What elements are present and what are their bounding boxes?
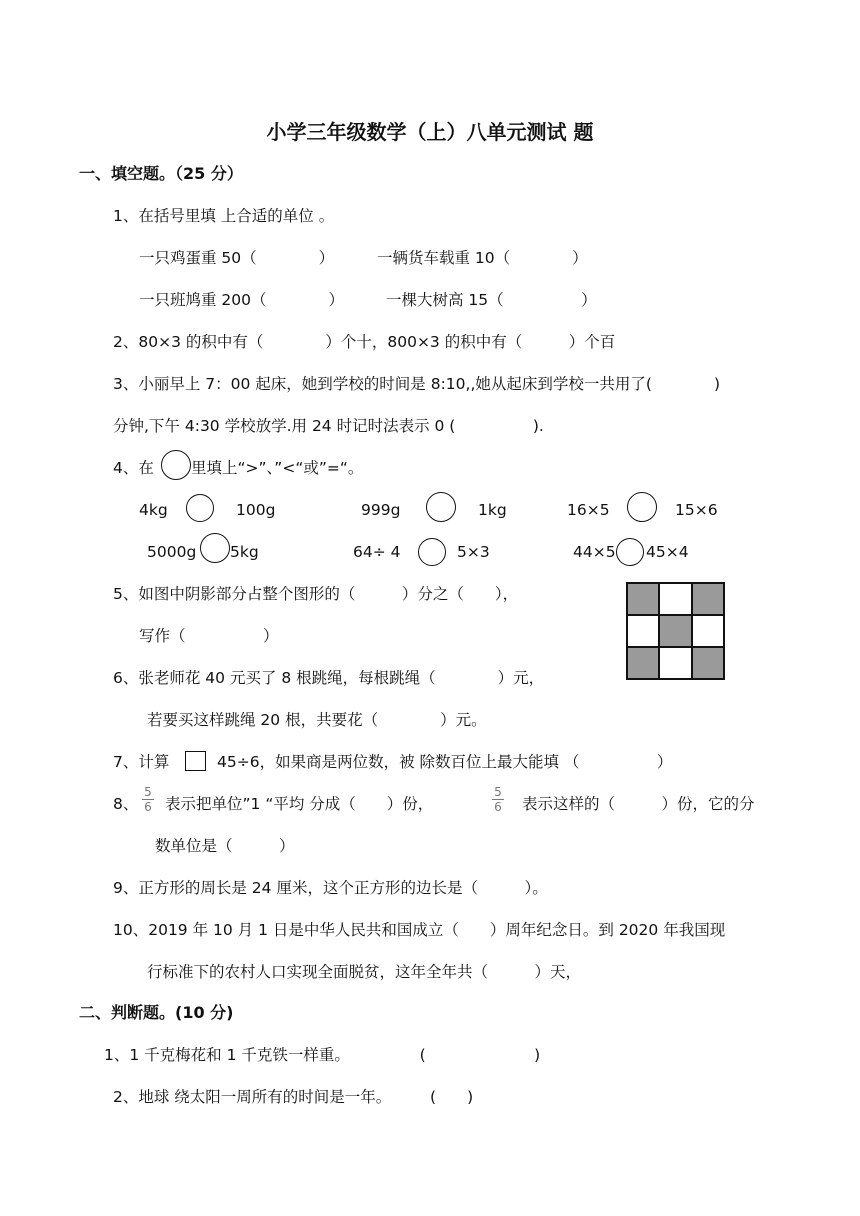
- section-heading-true-false: 二、判断题。(10 分): [79, 1003, 234, 1022]
- question-6-line2: 若要买这样跳绳 20 根，共要花（ ）元。: [147, 711, 487, 729]
- grid-cell-shaded: [692, 583, 724, 615]
- fraction-numerator: 5: [494, 785, 502, 799]
- question-7-suffix: 45÷6，如果商是两位数，被 除数百位上最大能填 （ ）: [217, 753, 673, 771]
- question-10-line1: 10、2019 年 10 月 1 日是中华人民共和国成立（ ）周年纪念日。到 2020 年我国现: [113, 921, 726, 939]
- question-7-prefix: 7、计算: [113, 753, 170, 771]
- fraction-denominator: 6: [144, 800, 152, 814]
- compare-circle-icon: [161, 450, 191, 480]
- compare-circle-icon: [616, 538, 644, 566]
- question-3-line1: 3、小丽早上 7：00 起床，她到学校的时间是 8:10,,她从起床到学校一共用了( ): [113, 375, 720, 393]
- compare-item: 999g: [361, 501, 401, 519]
- compare-item: 44×5: [573, 543, 616, 561]
- compare-circle-icon: [426, 492, 456, 522]
- fraction-five-sixths: [142, 786, 154, 813]
- compare-circle-icon: [200, 533, 230, 563]
- question-5-line1: 5、如图中阴影部分占整个图形的（ ）分之（ ），: [113, 585, 519, 603]
- compare-item: 16×5: [567, 501, 610, 519]
- compare-item: 5kg: [230, 543, 259, 561]
- compare-item: 5×3: [457, 543, 490, 561]
- compare-item: 4kg: [139, 501, 168, 519]
- compare-item: 5000g: [147, 543, 197, 561]
- compare-item: 45×4: [646, 543, 689, 561]
- question-8-end: 表示这样的（ ）份，它的分: [522, 795, 755, 813]
- question-5-line2: 写作（ ）: [139, 627, 279, 645]
- question-9: 9、正方形的周长是 24 厘米，这个正方形的边长是（ ）。: [113, 879, 548, 897]
- question-1d: 一棵大树高 15（ ）: [386, 291, 597, 309]
- question-8-line2: 数单位是（ ）: [155, 837, 295, 855]
- compare-circle-icon: [186, 494, 214, 522]
- question-8-prefix: 8、: [113, 795, 139, 813]
- fraction-denominator: 6: [494, 800, 502, 814]
- fraction-numerator: 5: [144, 785, 152, 799]
- grid-cell-shaded: [659, 615, 691, 647]
- question-1a: 一只鸡蛋重 50（ ）: [139, 249, 335, 267]
- question-4-suffix: 里填上“>”、”<“或”=“。: [191, 459, 364, 477]
- section-heading-fill-in: 一、填空题。（25 分）: [79, 164, 243, 183]
- compare-item: 100g: [236, 501, 276, 519]
- judge-2: 2、地球 绕太阳一周所有的时间是一年。 ( ): [113, 1088, 474, 1106]
- question-1c: 一只班鸠重 200（ ）: [139, 291, 345, 309]
- blank-box-icon: [185, 751, 206, 771]
- compare-circle-icon: [627, 492, 657, 522]
- grid-cell-shaded: [627, 647, 659, 679]
- compare-item: 1kg: [478, 501, 507, 519]
- grid-cell-blank: [627, 615, 659, 647]
- question-1b: 一辆货车载重 10（ ）: [377, 249, 588, 267]
- question-1: 1、在括号里填 上合适的单位 。: [113, 207, 335, 225]
- compare-circle-icon: [418, 538, 446, 566]
- question-8-mid: 表示把单位”1 “平均 分成（ ）份，: [165, 795, 434, 813]
- shaded-grid-figure: [626, 582, 725, 680]
- grid-cell-blank: [659, 583, 691, 615]
- question-2: 2、80×3 的积中有（ ）个十，800×3 的积中有（ ）个百: [113, 333, 616, 351]
- question-10-line2: 行标准下的农村人口实现全面脱贫，这年全年共（ ）天，: [147, 963, 582, 981]
- grid-cell-blank: [659, 647, 691, 679]
- question-3-line2: 分钟,下午 4:30 学校放学.用 24 时记时法表示 0 ( ).: [113, 417, 544, 435]
- question-4-prefix: 4、在: [113, 459, 154, 477]
- fraction-five-sixths: [492, 786, 504, 813]
- page-title: 小学三年级数学（上）八单元测试 题: [266, 120, 594, 144]
- judge-1: 1、1 千克梅花和 1 千克铁一样重。 ( ): [104, 1046, 541, 1064]
- grid-cell-blank: [692, 615, 724, 647]
- question-6-line1: 6、张老师花 40 元买了 8 根跳绳，每根跳绳（ ）元，: [113, 669, 545, 687]
- grid-cell-shaded: [692, 647, 724, 679]
- compare-item: 64÷ 4: [353, 543, 401, 561]
- grid-cell-shaded: [627, 583, 659, 615]
- compare-item: 15×6: [675, 501, 718, 519]
